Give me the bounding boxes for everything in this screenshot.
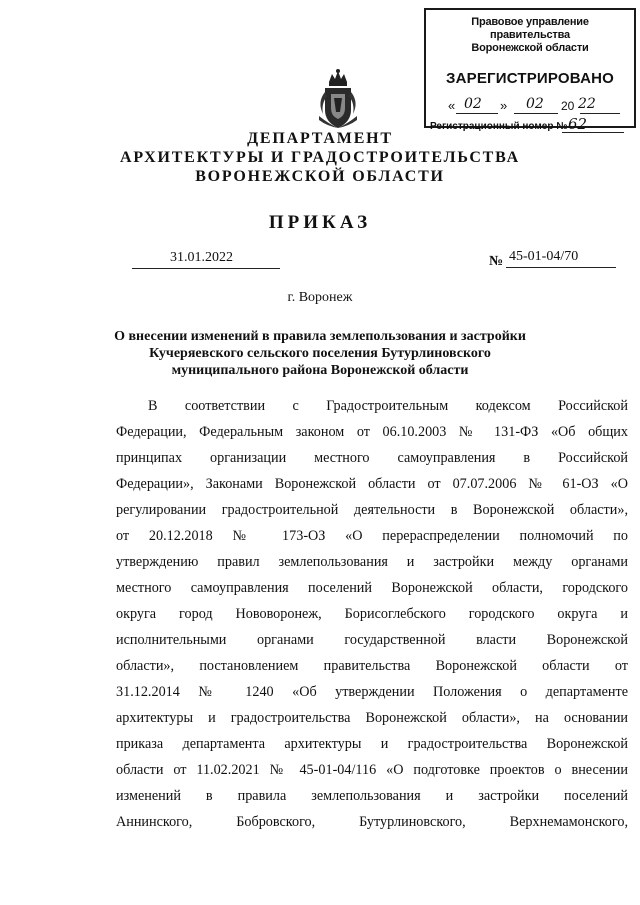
order-title: ПРИКАЗ: [268, 212, 372, 233]
stamp-authority-line1: Правовое управление правительства: [471, 16, 589, 41]
subject-line2: Кучеряевского сельского поселения Бутурлиновского: [149, 346, 491, 361]
department-line2: АРХИТЕКТУРЫ И ГРАДОСТРОИТЕЛЬСТВА: [120, 149, 520, 166]
registration-stamp: [424, 8, 636, 133]
department-line1: ДЕПАРТАМЕНТ: [247, 130, 393, 147]
stamp-authority-line2: Воронежской области: [471, 42, 589, 54]
order-date: 31.01.2022: [170, 250, 233, 265]
body-line: регулировании градостроительной деятельности в Воронежской области»,: [116, 502, 628, 518]
subject-line1: О внесении изменений в правила землепользования и застройки: [114, 329, 526, 344]
department-line3: ВОРОНЕЖСКОЙ ОБЛАСТИ: [195, 168, 445, 185]
stamp-year-suffix: 22: [578, 96, 596, 112]
stamp-month: 02: [526, 96, 544, 112]
stamp-year-prefix: 20: [561, 99, 575, 113]
coat-of-arms-icon: [315, 68, 361, 130]
order-number: 45-01-04/70: [509, 249, 579, 264]
order-city: г. Воронеж: [287, 290, 353, 305]
stamp-regnum-value: 62: [568, 115, 588, 133]
body-line: области», постановлением правительства Воронежской области от: [116, 658, 628, 674]
body-line: принципах организации местного самоуправления в Российской: [116, 450, 628, 466]
body-line: 31.12.2014 № 1240 «Об утверждении Положения о департаменте: [116, 684, 628, 700]
subject-line3: муниципального района Воронежской области: [171, 363, 469, 378]
body-line: области от 11.02.2021 № 45-01-04/116 «О подготовке проектов о внесении: [116, 762, 628, 778]
body-line: Федерации», Законами Воронежской области от 07.07.2006 № 61-ОЗ «О: [116, 476, 628, 492]
body-line: от 20.12.2018 № 173-ОЗ «О перераспределении полномочий по: [116, 528, 628, 544]
order-number-underline: [506, 267, 616, 268]
order-subject: [100, 328, 540, 379]
stamp-day: 02: [464, 96, 482, 112]
body-line: изменений в правила землепользования и застройки поселений: [116, 788, 628, 804]
stamp-regnum-label: Регистрационный номер №: [430, 121, 568, 132]
body-line: утверждению правил землепользования и застройки между органами: [116, 554, 628, 570]
body-line: местного самоуправления поселений Воронежской области, городского: [116, 580, 628, 596]
order-body: [116, 393, 628, 835]
body-line: Аннинского, Бобровского, Бутурлиновского, Верхнемамонского,: [116, 814, 628, 830]
body-line: В соответствии с Градостроительным кодексом Российской: [148, 398, 628, 414]
body-line: Федерации, Федеральным законом от 06.10.2003 № 131-ФЗ «Об общих: [116, 424, 628, 440]
stamp-date: « 02 » 02 20 22: [430, 99, 630, 117]
body-line: приказа департамента архитектуры и градостроительства Воронежской: [116, 736, 628, 752]
stamp-registered-label: ЗАРЕГИСТРИРОВАНО: [445, 70, 615, 87]
order-number-label: №: [489, 254, 504, 269]
order-date-underline: [132, 268, 280, 269]
body-line: округа город Нововоронеж, Борисоглебского городского округа и: [116, 606, 628, 622]
body-line: архитектуры и градостроительства Воронежской области», на основании: [116, 710, 628, 726]
body-line: исполнительными органами государственной власти Воронежской: [116, 632, 628, 648]
